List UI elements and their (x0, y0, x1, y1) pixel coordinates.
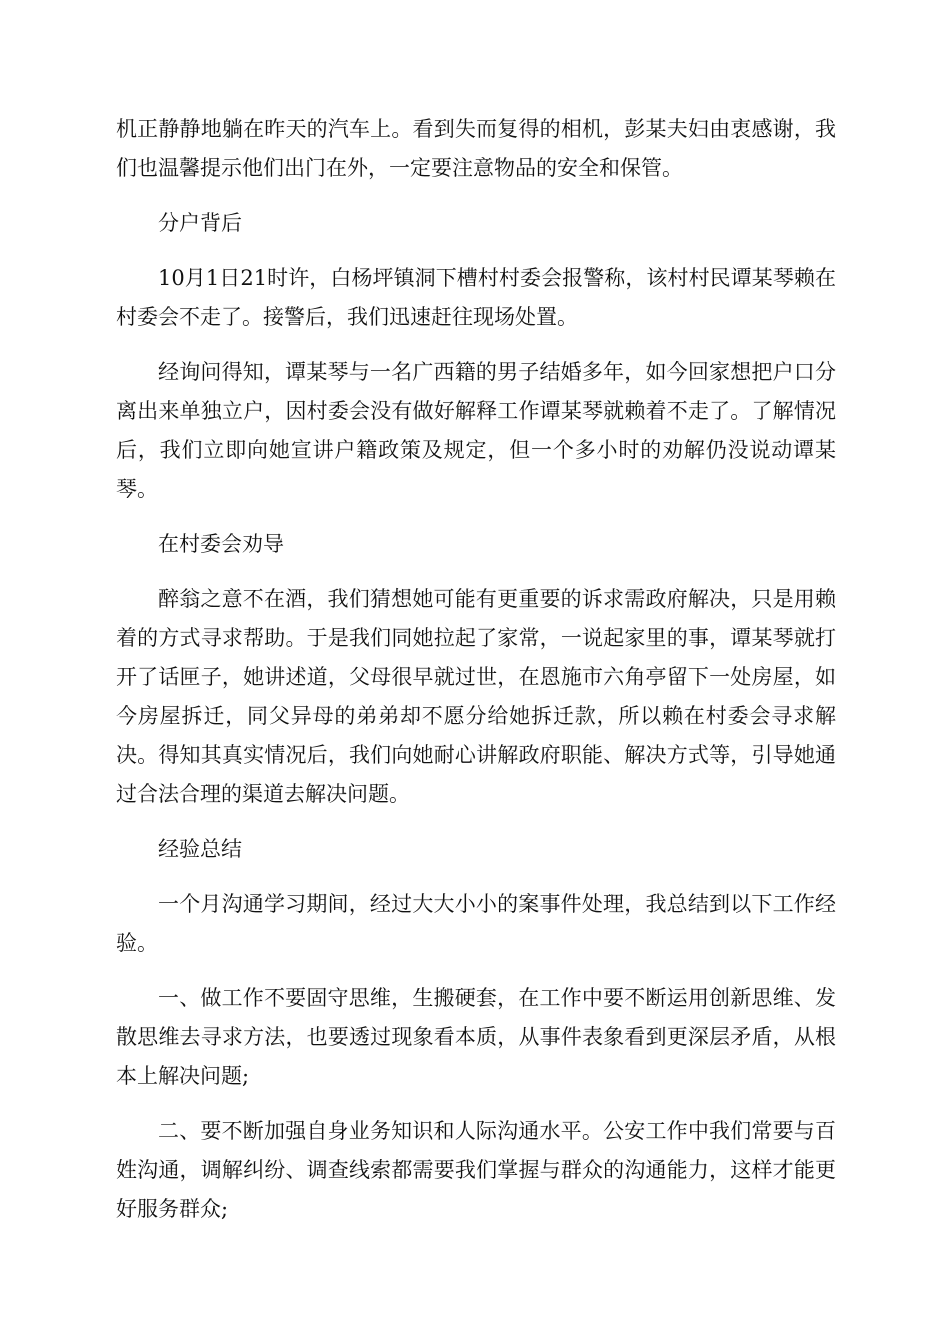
section-heading-persuasion: 在村委会劝导 (158, 532, 284, 556)
section-heading-summary: 经验总结 (158, 837, 242, 861)
paragraph-real-appeal: 醉翁之意不在酒，我们猜想她可能有更重要的诉求需政府解决，只是用赖着的方式寻求帮助。于是我们同她拉起了家常，一说起家里的事，谭某琴就打开了话匣子，她讲述道，父母很早就过世，在恩施市六角亭留下一处房屋，如今房屋拆迁，同父异母的弟弟却不愿分给她拆迁款，所以赖在村委会寻求解决。得知其真实情况后，我们向她耐心讲解政府职能、解决方式等，引导她通过合法合理的渠道去解决问题。 (116, 587, 836, 806)
paragraph-summary-intro: 一个月沟通学习期间，经过大大小小的案事件处理，我总结到以下工作经验。 (116, 892, 836, 955)
paragraph-camera-returned: 机正静静地躺在昨天的汽车上。看到失而复得的相机，彭某夫妇由衷感谢，我们也温馨提示他们出门在外，一定要注意物品的安全和保管。 (116, 117, 836, 180)
section-heading-household-split: 分户背后 (158, 211, 242, 235)
paragraph-lesson-one: 一、做工作不要固守思维，生搬硬套，在工作中要不断运用创新思维、发散思维去寻求方法，也要透过现象看本质，从事件表象看到更深层矛盾，从根本上解决问题; (116, 986, 836, 1088)
paragraph-lesson-two: 二、要不断加强自身业务知识和人际沟通水平。公安工作中我们常要与百姓沟通，调解纠纷、调查线索都需要我们掌握与群众的沟通能力，这样才能更好服务群众; (116, 1119, 836, 1221)
paragraph-inquiry: 经询问得知，谭某琴与一名广西籍的男子结婚多年，如今回家想把户口分离出来单独立户，因村委会没有做好解释工作谭某琴就赖着不走了。了解情况后，我们立即向她宣讲户籍政策及规定，但一个多小时的劝解仍没说动谭某琴。 (116, 360, 836, 501)
document-body (116, 110, 836, 1245)
paragraph-police-report: 10月1日21时许，白杨坪镇洞下槽村村委会报警称，该村村民谭某琴赖在村委会不走了。接警后，我们迅速赶往现场处置。 (116, 266, 836, 329)
